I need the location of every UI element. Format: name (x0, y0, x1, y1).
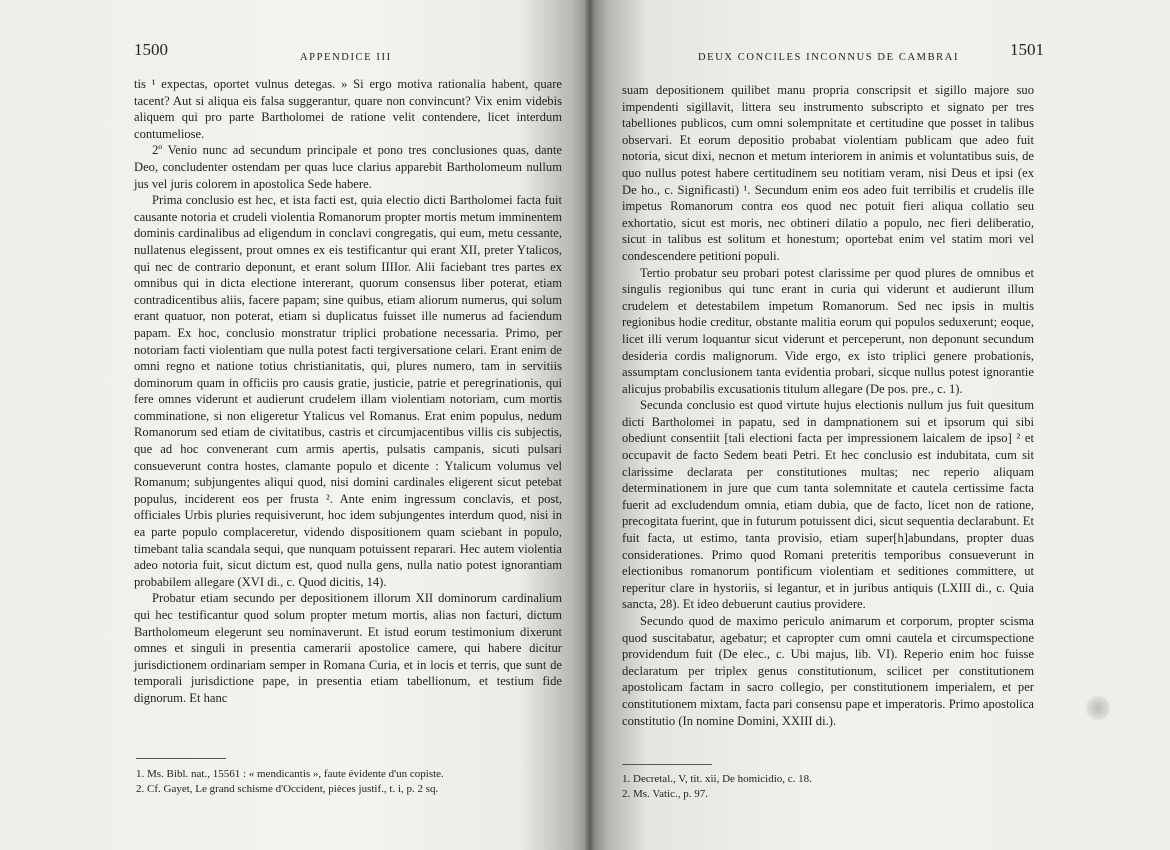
footnote: 1. Ms. Bibl. nat., 15561 : « mendicantis », faute évidente d'un copiste. (136, 768, 444, 780)
page-smudge (1085, 695, 1111, 721)
paragraph: suam depositionem quilibet manu propria conscripsit et sigillo majore suo impendenti sigillavit, littera seu instrumento subscripto et signato per tres tabelliones publicos, cum omni solempnitate et certitudine que posset in talibus observari. Et eorum depositio probabat violentiam publicam que adeo fuit notoria, sicut dixi, necnon et metum interiorem in animis et voluntatibus suis, de quo nullus potest habere certitudinem seu notitiam veram, nisi Deus et ipsi (ex De ho., c. Significasti) ¹. Secundum enim eos adeo fuit terribilis et crudelis ille impetus Romanorum contra eos quod nec potuit fieri aliqua collatio seu exhortatio, sicut est moris, nec obtineri dilatio a populo, nec fieri deliberatio, sicut in talibus est solitum et honestum; oportebat enim vel statim mori vel condescendere petitioni populi. (622, 83, 1034, 263)
page-number: 1501 (1010, 40, 1044, 59)
paragraph: tis ¹ expectas, oportet vulnus detegas. » Si ergo motiva rationalia habent, quare tacent? Aut si aliqua eis falsa suggerantur, quare non convincunt? Vix enim videbis aliquem qui pro parte Bartholomei de ratione velit contendere, licet interdum contumeliose. (134, 77, 562, 141)
footnote: 2. Cf. Gayet, Le grand schisme d'Occident, pièces justif., t. i, p. 2 sq. (136, 782, 439, 795)
paragraph: 2º Venio nunc ad secundum principale et pono tres conclusiones quas, dante Deo, concludenter ostendam per quas luce clarius apparebit Bartholomeum nullum jus vel juris colorem in apostolica Sede habere. (134, 143, 562, 191)
paragraph: Secundo quod de maximo periculo animarum et corporum, propter scisma quod suscitabatur, agebatur; et capropter cum omni cautela et circumspectione providendum fuit (De elec., c. Ubi majus, lib. VI). Reperio enim hoc fuisse declaratum per triplex genus constitutionum, scilicet per constitutionem apostolicam factam in sacro collegio, per constitutionem imperialem, et per constitutionem mixtam, facta pari consensu pape et imperatoris. Primo apostolica constitutio (In nomine Domini, XXIII di.). (622, 614, 1034, 728)
footnote: 2. Ms. Vatic., p. 97. (622, 787, 708, 800)
right-page (590, 0, 1170, 850)
paragraph: Secunda conclusio est quod virtute hujus electionis nullum jus fuit quesitum dicti Bartholomei in papatu, sed in dampnationem sui et ipsorum qui sibi obediunt consentiit [tali electioni facta per impressionem laicalem de ipso] ² et occupavit de facto Sedem beati Petri. Et hec conclusio est indubitata, cum sit clarissime declarata per constitutiones multas; nec reperio aliquam determinationem in jure que cum tanta solemnitate et cautela certissime facta fuerit ad excludendum omnia, etiam dubia, que de facto, licet non de ratione, precogitata fuerint, que in futurum potuissent dici, sicut sequentia declarabunt. Et fuit facta, ut estimo, tanta provisio, etiam super[h]abundans, propter duas considerationes. Primo quod Romani preteritis temporibus consueverunt in electionibus romanorum pontificum violentiam et seditiones committere, ut reperitur clare in hystoriis, si legantur, et in juribus antiquis (LXIII di., c. Quia sancta, 28). Et ideo debuerunt cautius providere. (622, 398, 1034, 612)
book-gutter (585, 0, 595, 850)
paragraph: Prima conclusio est hec, et ista facti est, quia electio dicti Bartholomei facta fuit causante notoria et crudeli violentia Romanorum propter mortis metum imminentem dominis cardinalibus ad eligendum in conclavi congregatis, qui eum, metu cessante, nullatenus elegissent, prout omnes ex eis testificantur qui erant XII, preter Ytalicos, qui nec de contrario deponunt, et erant solum IIIIor. Alii faciebant tres partes ex omnibus qui in dicta electione intererant, quorum consensus liber poterat, etiam contradicentibus aliis, facere papam; sine quibus, etiam aliorum numerus, qui solum erant quatuor, non poterat, etiam si duplicatus fuisset ille numerus ad faciendum papam. Ex hoc, conclusio monstratur triplici probatione necessaria. Primo, per notoriam facti violentiam que nulla potest facti tergiversatione celari. Erant enim de omni regno et natione totius christianitatis, qui, plures numero, tam in servitiis dominorum quam in officiis pro causis gratie, justicie, patrie et peregrinationis, qui fere omnes viderunt et audierunt crudelem illam violentiam notoriam, cum mortis comminatione, si non eligeretur Ytalicus vel Romanus. Erat enim populus, nedum Romanorum sed etiam de civitatibus, castris et circumjacentibus villis cis subjectis, que ad hoc convenerant cum armis apertis, pulsatis campanis, sicuti pulsari consueverunt contra hostes, clamante populo et dicente : Ytalicum volumus vel Romanum; subjungentes aliqui quod, nisi domini cardinales eligerent sicut petebat populus, inciderent eos per frusta ². Ante enim ingressum conclavis, et post, officiales Urbis pluries requisiverunt, hoc idem subjungentes interdum quod, nisi in ea parte populo complaceretur, videndo dispositionem quam sciebant in populo, timebant talia scandala sequi, que nunquam potuissent reparari. Hec autem violentia adeo notoria fuit, sicut dictum est, quod nulla gens, nulla natio potest ignorantiam probabilem allegare (XVI di., c. Quod dicitis, 14). (134, 193, 562, 589)
footnotes (136, 767, 556, 796)
page-number: 1500 (134, 40, 168, 59)
paragraph: Tertio probatur seu probari potest clarissime per quod plures de omnibus et singulis regionibus qui tunc erant in curia qui viderunt et audierunt illum crudelem et detestabilem impetum Romanorum. Sed nec ipsis in multis regionibus hodie creditur, obstante malitia eorum qui populos seduxerunt; eoque, licet illi verum loquantur sicut viderunt et perceperunt, non deponunt secundum desideria cordis malignorum. Vide ergo, ex isto triplici genere probationis, assumptam conclusionem tanta evidentia probari, sicque nullus potest ignorantie alicujus probabilis excusationis titulum allegare (De pos. pre., c. 1). (622, 265, 1034, 396)
body-text (622, 82, 1034, 729)
footnote: 1. Decretal., V, tit. xii, De homicidio, c. 18. (622, 773, 812, 785)
footnote-rule (622, 764, 712, 765)
paragraph: Probatur etiam secundo per depositionem illorum XII dominorum cardinalium qui hec testificantur quod solum propter metum mortis, alias non facturi, dictum Bartholomeum elegerunt seu nominaverunt. Et istud eorum testimonium dixerunt omnes et singuli in presentia camerarii apostolice camere, qui habere dicitur jurisdictionem ordinariam semper in Romana Curia, et in locis et terris, que sunt de temporali jurisdictione pape, in presentia etiam tabellionum, et testium fide dignorum. Et hanc (134, 591, 562, 705)
body-text (134, 76, 562, 707)
running-head: DEUX CONCILES INCONNUS DE CAMBRAI (698, 52, 960, 63)
running-head: APPENDICE III (300, 52, 392, 63)
footnote-rule (136, 758, 226, 759)
footnotes (622, 772, 1034, 801)
